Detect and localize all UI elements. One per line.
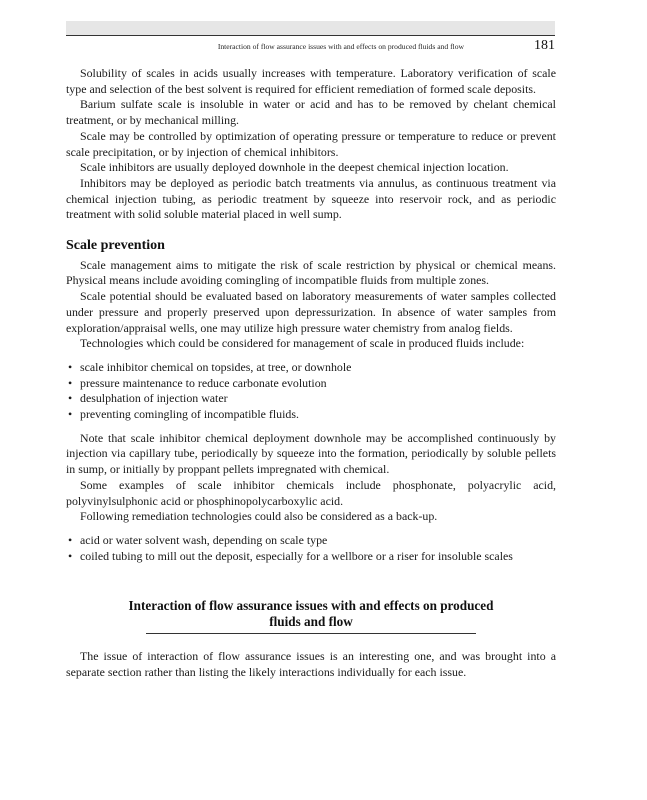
list-item: • acid or water solvent wash, depending on scale type (66, 533, 556, 549)
paragraph: The issue of interaction of flow assurance issues is an interesting one, and was brought into a separate section rather than listing the likely interactions individually for each issue. (66, 649, 556, 680)
bullet-list-technologies (66, 360, 556, 423)
running-title: Interaction of flow assurance issues with and effects on produced fluids and flow (217, 42, 464, 51)
list-item: • scale inhibitor chemical on topsides, at tree, or downhole (66, 360, 556, 376)
paragraph: Some examples of scale inhibitor chemicals include phosphonate, polyacrylic acid, polyvinylsulphonic acid or phosphinopolycarboxylic acid. (66, 477, 556, 508)
paragraph: Scale potential should be evaluated based on laboratory measurements of water samples collected under pressure and properly preserved upon depressurization. In absence of water samples from exploration/appraisal wells, one may utilize high pressure water chemistry from analog fields. (66, 289, 556, 335)
heading-line: Interaction of flow assurance issues with and effects on produced (128, 598, 494, 614)
paragraph: Scale inhibitors are usually deployed downhole in the deepest chemical injection location. (80, 160, 509, 175)
list-item: • pressure maintenance to reduce carbonate evolution (66, 376, 556, 392)
page-number: 181 (534, 38, 555, 53)
bullet-list-remediation (66, 533, 556, 564)
paragraph: Solubility of scales in acids usually increases with temperature. Laboratory verification of scale type and selection of the best solvent is required for efficient remediation of formed scale deposits. (66, 66, 556, 96)
section-heading-scale-prevention: Scale prevention (66, 238, 165, 254)
paragraph: Inhibitors may be deployed as periodic batch treatments via annulus, as continuous treatment via chemical injection tubing, as periodic treatment by squeeze into reservoir rock, and as periodic treatment with solid soluble material placed in well sump. (66, 175, 556, 222)
header-band (66, 21, 555, 35)
list-item: • coiled tubing to mill out the deposit, especially for a wellbore or a riser for insoluble scales (66, 549, 556, 565)
heading-underline (146, 633, 476, 634)
page-body (66, 66, 556, 681)
paragraph: Note that scale inhibitor chemical deployment downhole may be accomplished continuously by injection via capillary tube, periodically by squeeze into the formation, periodically by soluble pellets in sump, or initially by proppant pellets impregnated with chemical. (66, 430, 556, 477)
heading-line: fluids and flow (269, 614, 353, 630)
paragraph: Technologies which could be considered for management of scale in produced fluids include: (80, 336, 525, 351)
header-rule (66, 35, 555, 36)
paragraph: Scale may be controlled by optimization of operating pressure or temperature to reduce or prevent scale precipitation, or by injection of chemical inhibitors. (66, 128, 556, 159)
paragraph: Barium sulfate scale is insoluble in water or acid and has to be removed by chelant chemical treatment, or by mechanical milling. (66, 97, 556, 128)
paragraph: Following remediation technologies could also be considered as a back-up. (80, 509, 438, 524)
list-item: • preventing comingling of incompatible fluids. (66, 407, 556, 423)
paragraph: Scale management aims to mitigate the risk of scale restriction by physical or chemical means. Physical means include avoiding comingling of incompatible fluids from multiple zones. (66, 257, 556, 288)
section-heading-interaction (66, 598, 556, 630)
list-item: • desulphation of injection water (66, 391, 556, 407)
